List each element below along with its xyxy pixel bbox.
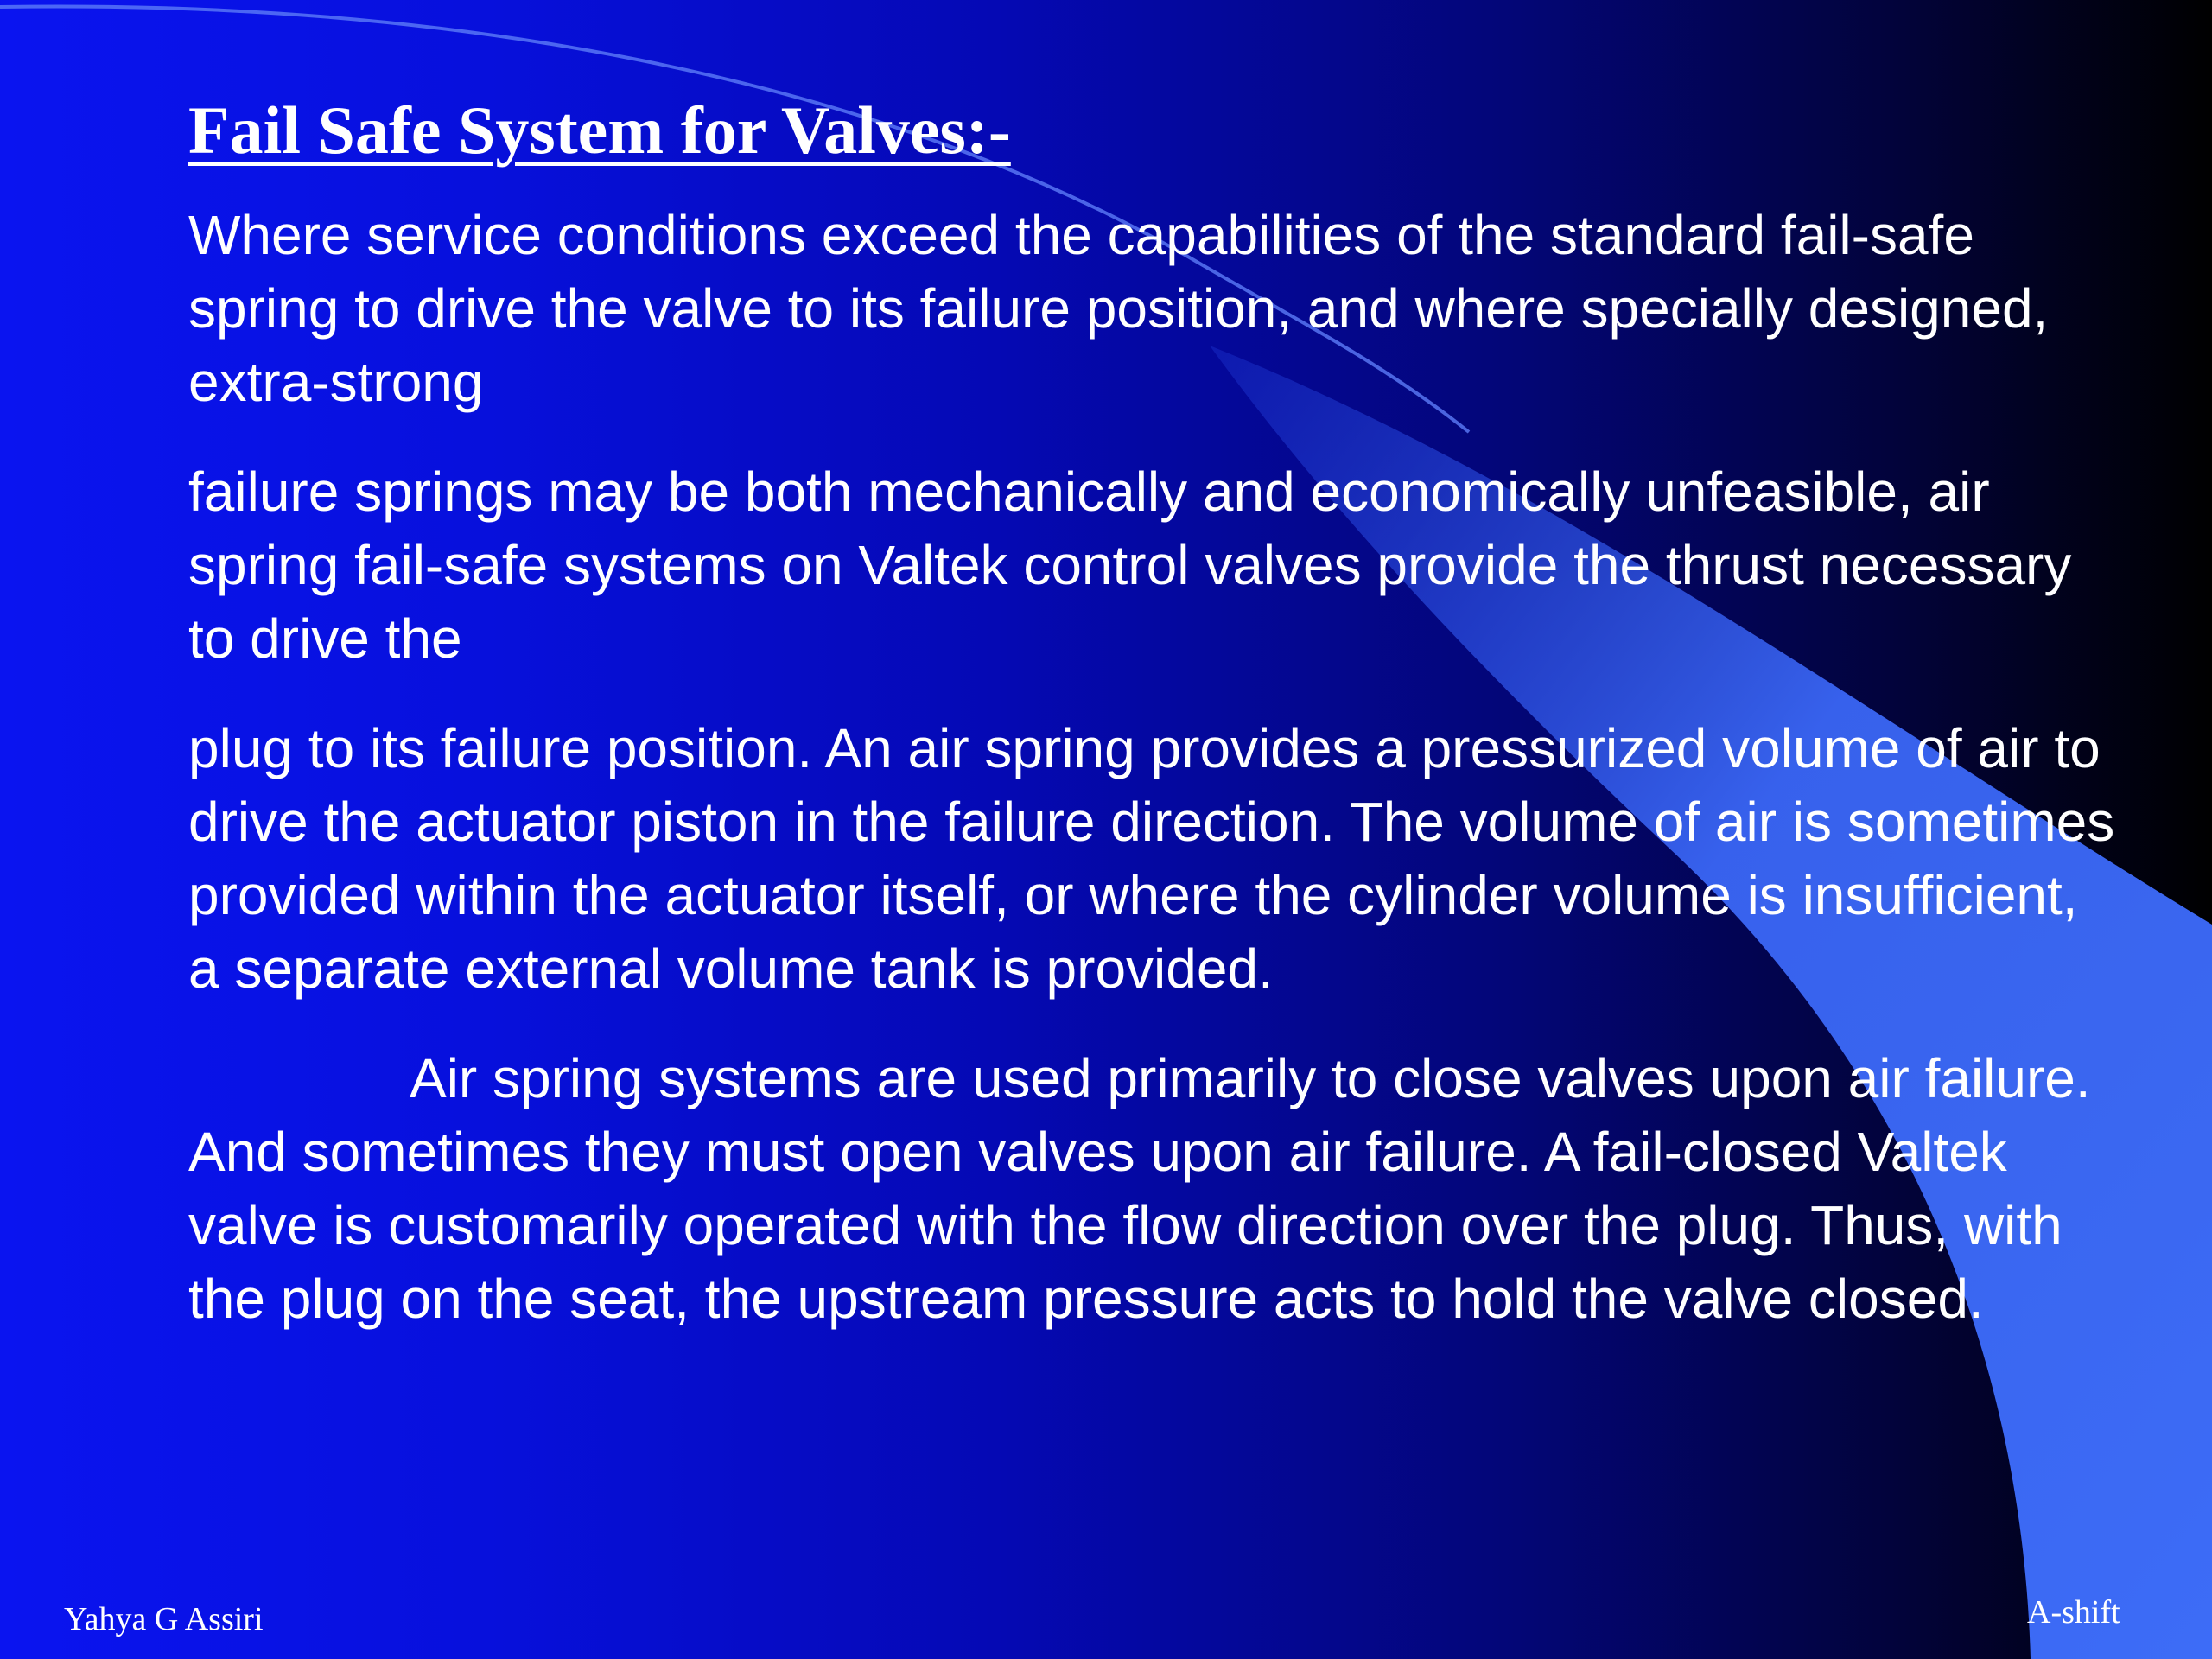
paragraph-4: Air spring systems are used primarily to close valves upon air failure. And sometimes they must open valves upon air failure. A fail-closed Valtek valve is customarily operated with the flow direction over the plug. Thus, with the plug on the seat, the upstream pressure acts to hold the valve closed. xyxy=(188,1046,2091,1330)
paragraph-2: failure springs may be both mechanically and economically unfeasible, air spring fail-safe systems on Valtek control valves provide the thrust necessary to drive the xyxy=(188,460,2072,670)
paragraph-1: Where service conditions exceed the capabilities of the standard fail-safe spring to drive the valve to its failure position, and where specially designed, extra-strong xyxy=(188,203,2049,413)
footer-shift-label: A-shift xyxy=(2027,1594,2120,1630)
slide-content xyxy=(188,93,2115,1372)
footer-author: Yahya G Assiri xyxy=(64,1601,264,1637)
paragraph-3: plug to its failure position. An air spring provides a pressurized volume of air to drive the actuator piston in the failure direction. The volume of air is sometimes provided within the actuator itself, or where the cylinder volume is insufficient, a separate external volume tank is provided. xyxy=(188,716,2115,1000)
slide-title: Fail Safe System for Valves:- xyxy=(188,92,1011,168)
